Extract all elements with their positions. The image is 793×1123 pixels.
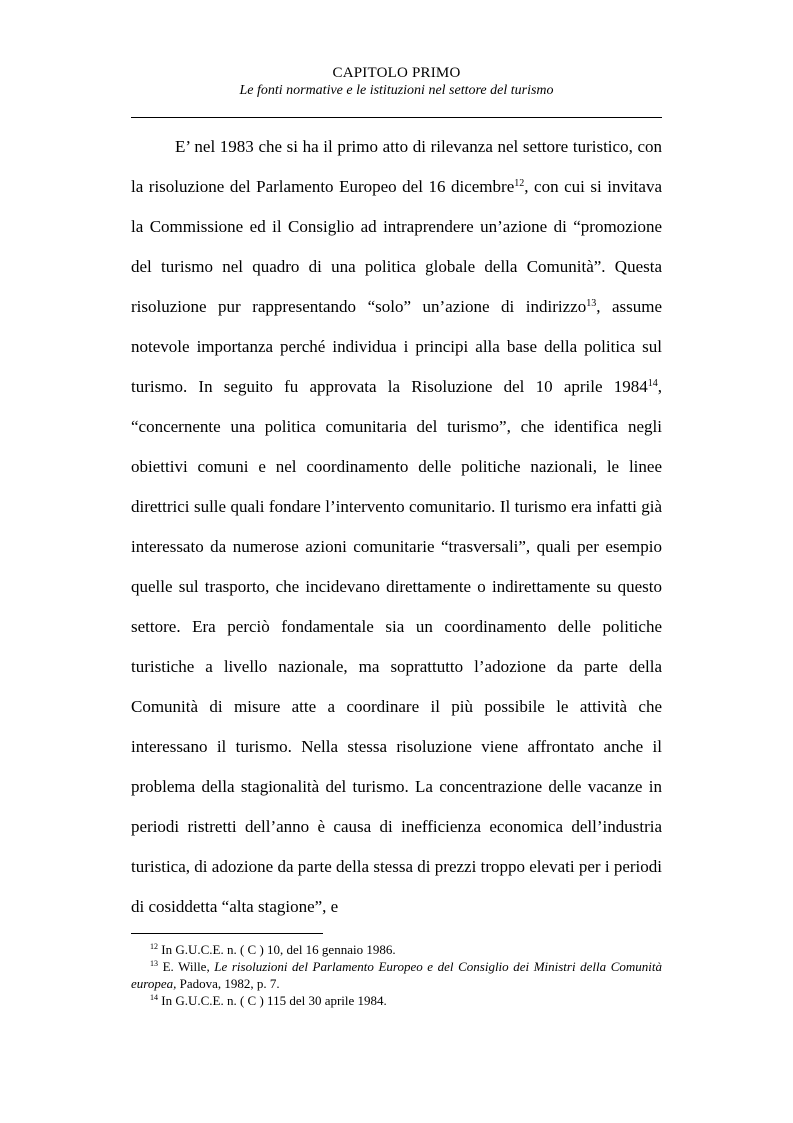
footnote-13 [131, 958, 662, 992]
chapter-title: CAPITOLO PRIMO [332, 65, 461, 81]
footnotes-section [131, 941, 662, 1009]
chapter-subtitle: Le fonti normative e le istituzioni nel settore del turismo [239, 83, 554, 98]
footnote-12 [131, 941, 662, 958]
footnote-14 [131, 992, 662, 1009]
header-divider [131, 117, 662, 118]
footnote-title: Le risoluzioni del Parlamento Europeo e del Consiglio dei Ministri della Comunità europea, [131, 959, 663, 991]
footnote-number: 12 [150, 942, 158, 951]
body-text-segment: , “concernente una politica comunitaria del turismo”, che identifica negli obiettivi comuni e nel coordinamento delle politiche nazionali, le linee direttrici sulle quali fondare l’intervento comunitario. Il turismo era infatti già interessato da numerose azioni comunitarie “trasversali”, quali per esempio quelle sul trasporto, che incidevano direttamente o indirettamente su questo settore. Era perciò fondamentale sia un coordinamento delle politiche turistiche a livello nazionale, ma soprattutto l’adozione da parte della Comunità di misure atte a coordinare il più possibile le attività che interessano il turismo. Nella stessa risoluzione viene affrontato anche il problema della stagionalità del turismo. La concentrazione delle vacanze in periodi ristretti dell’anno è causa di inefficienza economica dell’industria turistica, di adozione da parte della stessa di prezzi troppo elevati per i periodi di cosiddetta “alta stagione”, e [131, 377, 662, 916]
body-paragraph [131, 127, 662, 927]
footnote-ref-14: 14 [647, 378, 658, 389]
footnote-divider [131, 933, 323, 934]
body-text-segment: E’ nel 1983 che si ha il primo atto di rilevanza nel settore turistico, con la risoluzione del Parlamento Europeo del 16 dicembre [131, 137, 662, 196]
footnote-text: In G.U.C.E. n. ( C ) 10, del 16 gennaio 1986. [158, 942, 396, 957]
footnote-text: In G.U.C.E. n. ( C ) 115 del 30 aprile 1984. [158, 993, 387, 1008]
footnote-number: 14 [150, 993, 158, 1002]
page-header [131, 64, 662, 100]
footnote-ref-12: 12 [514, 178, 525, 189]
body-text-segment: , con cui si invitava la Commissione ed il Consiglio ad intraprendere un’azione di “promozione del turismo nel quadro di una politica globale della Comunità”. Questa risoluzione pur rappresentando “solo” un’azione di indirizzo [131, 177, 662, 316]
body-text-segment: , assume notevole importanza perché individua i principi alla base della politica sul turismo. In seguito fu approvata la Risoluzione del 10 aprile 1984 [131, 297, 663, 396]
footnote-ref-13: 13 [586, 298, 597, 309]
footnote-number: 13 [150, 959, 158, 968]
footnote-text: E. Wille, [158, 959, 215, 974]
footnote-text: Padova, 1982, p. 7. [176, 976, 280, 991]
